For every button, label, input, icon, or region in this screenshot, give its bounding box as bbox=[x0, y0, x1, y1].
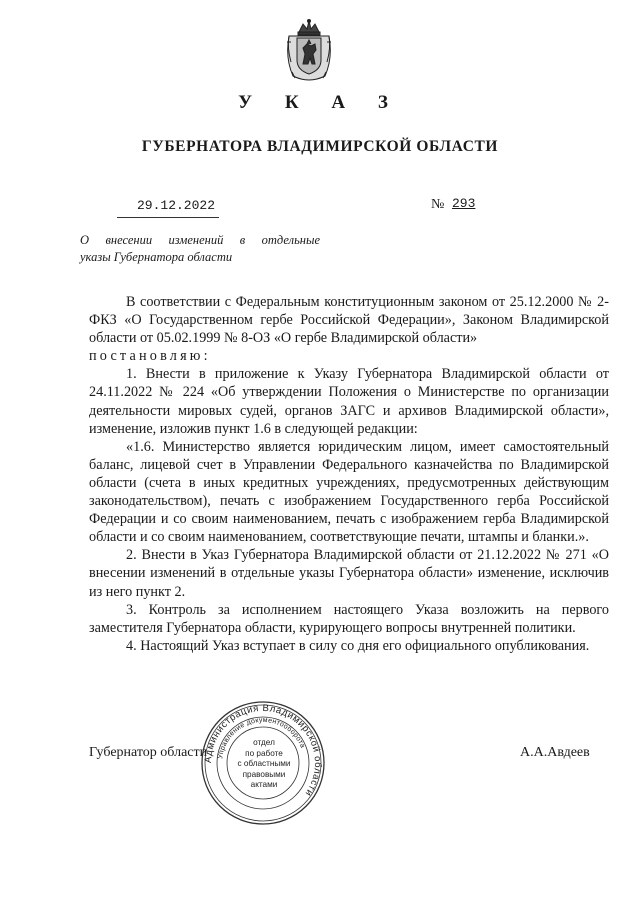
stamp-center-line: с областными bbox=[237, 759, 291, 768]
item-1-paragraph: 1. Внести в приложение к Указу Губернатора Владимирской области от 24.11.2022 № 224 «Об утверждении Положения о Министерстве по организации деятельности мировых судей, органов ЗАГС и архивов Владимирской области», изменение, изложив пункт 1.6 в следующей редакции: bbox=[89, 366, 609, 437]
stamp-center-line: актами bbox=[250, 780, 278, 789]
stamp-center-line: правовыми bbox=[242, 769, 286, 779]
item-3-paragraph: 3. Контроль за исполнением настоящего Указа возложить на первого заместителя Губернатора области, курирующего вопросы внутренней политики. bbox=[89, 601, 609, 636]
item-1-quote-paragraph: «1.6. Министерство является юридическим лицом, имеет самостоятельный баланс, лицевой счет в Управлении Федерального казначейства по Владимирской области (счета в иных кредитных учреждениях, предусмотренных действующим законодательством), печать с изображением Государственного герба Российской Федерации и со своим наименованием, печать с изображением герба Владимирской области и со своим наименованием, соответствующие печати, штампы и бланки.». bbox=[89, 438, 609, 546]
preamble-paragraph: В соответствии с Федеральным конституционным законом от 25.12.2000 № 2-ФКЗ «О Государственном гербе Российской Федерации», Законом Владимирской области от 05.02.1999 № 8-ОЗ «О гербе Владимирской области» bbox=[89, 294, 609, 347]
stamp-center-line: по работе bbox=[245, 748, 283, 758]
item-2-paragraph: 2. Внести в Указ Губернатора Владимирской области от 21.12.2022 № 271 «О внесении изменений в отдельные указы Губернатора области» изменение, исключив из него пункт 2. bbox=[89, 547, 609, 600]
decree-date: 29.12.2022 bbox=[137, 198, 216, 213]
decree-body bbox=[89, 293, 609, 655]
subject-line: О внесении изменений в отдельные bbox=[80, 233, 320, 247]
stamp-outer-text: Администрация Владимирской области bbox=[202, 702, 324, 799]
issuer-title: ГУБЕРНАТОРА ВЛАДИМИРСКОЙ ОБЛАСТИ bbox=[141, 138, 499, 155]
document-title: У К А З bbox=[238, 92, 402, 113]
stamp-center-text bbox=[221, 738, 307, 791]
stamp-center-line: отдел bbox=[253, 738, 275, 747]
subject-block bbox=[80, 232, 320, 266]
decree-word: постановляю: bbox=[89, 348, 211, 365]
subject-line: указы Губернатора области bbox=[80, 250, 233, 264]
decree-number: 293 bbox=[452, 196, 476, 211]
stamp-inner-text: Управление документооборота bbox=[217, 716, 306, 760]
signer-position: Губернатор области bbox=[89, 745, 208, 760]
number-label: № bbox=[431, 197, 445, 212]
coat-of-arms-icon bbox=[283, 18, 335, 84]
signer-name: А.А.Авдеев bbox=[520, 745, 590, 760]
item-4-paragraph: 4. Настоящий Указ вступает в силу со дня его официального опубликования. bbox=[126, 637, 590, 654]
